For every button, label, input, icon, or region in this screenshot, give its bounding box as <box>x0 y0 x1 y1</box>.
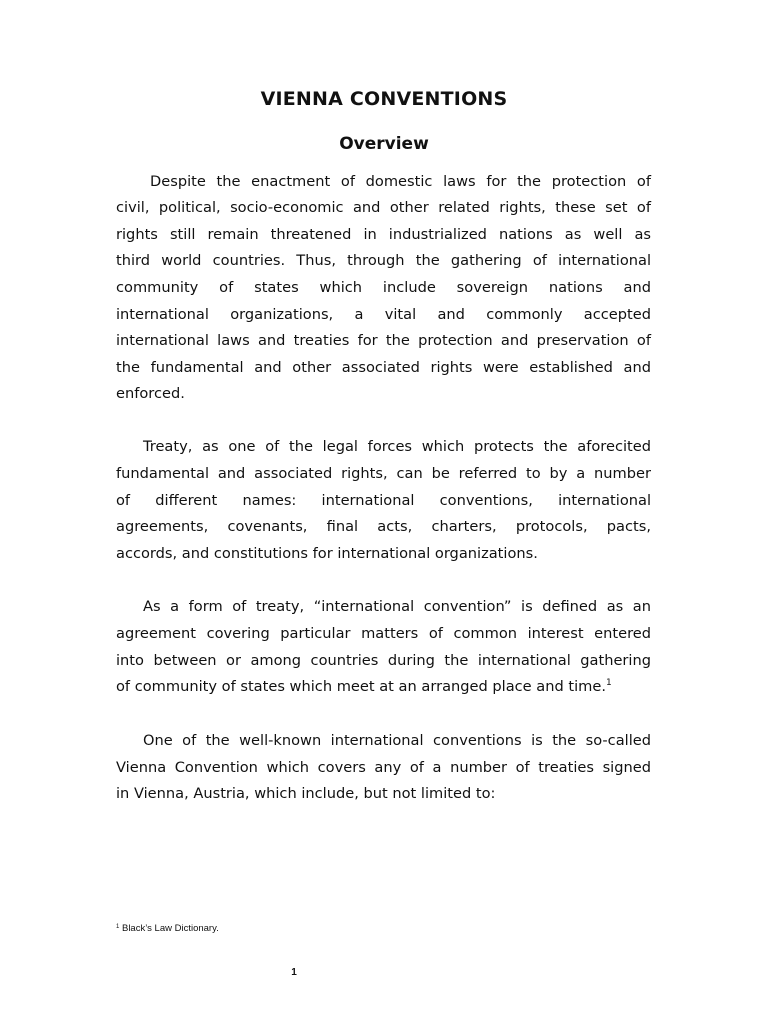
paragraph-line: community of states which include sovereign nations and <box>116 279 651 296</box>
paragraph-line <box>116 674 651 701</box>
paragraph-line: enforced. <box>116 385 185 402</box>
paragraph-line: agreements, covenants, final acts, charters, protocols, pacts, <box>116 518 651 535</box>
paragraph-line: third world countries. Thus, through the gathering of international <box>116 252 651 269</box>
paragraph-line: international laws and treaties for the protection and preservation of <box>116 332 651 349</box>
footnote <box>116 922 219 936</box>
paragraph-line: into between or among countries during the international gathering <box>116 651 651 669</box>
page-number: 1 <box>291 967 297 978</box>
paragraph-line: civil, political, socio-economic and other related rights, these set of <box>116 199 651 216</box>
paragraph-line: accords, and constitutions for international organizations. <box>116 544 538 562</box>
paragraph-line: fundamental and associated rights, can be referred to by a number <box>116 465 651 482</box>
footnote-marker: 1 <box>116 924 120 930</box>
paragraph-line: Vienna Convention which covers any of a number of treaties signed <box>116 758 651 776</box>
section-heading-overview: Overview <box>339 134 429 154</box>
paragraph-line: Treaty, as one of the legal forces which protects the aforecited <box>143 438 651 455</box>
paragraph-line: rights still remain threatened in industrialized nations as well as <box>116 225 651 243</box>
paragraph-line: As a form of treaty, “international convention” is defined as an <box>143 598 651 615</box>
paragraph-line: Despite the enactment of domestic laws for the protection of <box>150 172 651 190</box>
paragraph-line: international organizations, a vital and commonly accepted <box>116 305 651 323</box>
paragraph-line: in Vienna, Austria, which include, but not limited to: <box>116 785 496 802</box>
paragraph-line: One of the well-known international conventions is the so-called <box>143 732 651 749</box>
paragraph-line: the fundamental and other associated rights were established and <box>116 358 651 376</box>
footnote-text: Black’s Law Dictionary. <box>121 923 219 934</box>
footnote-reference[interactable]: 1 <box>606 678 612 688</box>
paragraph-line: of different names: international conventions, international <box>116 491 651 509</box>
paragraph-line: agreement covering particular matters of common interest entered <box>116 625 651 642</box>
paragraph-line-text: of community of states which meet at an arranged place and time. <box>116 678 607 695</box>
document-title: VIENNA CONVENTIONS <box>260 88 508 110</box>
